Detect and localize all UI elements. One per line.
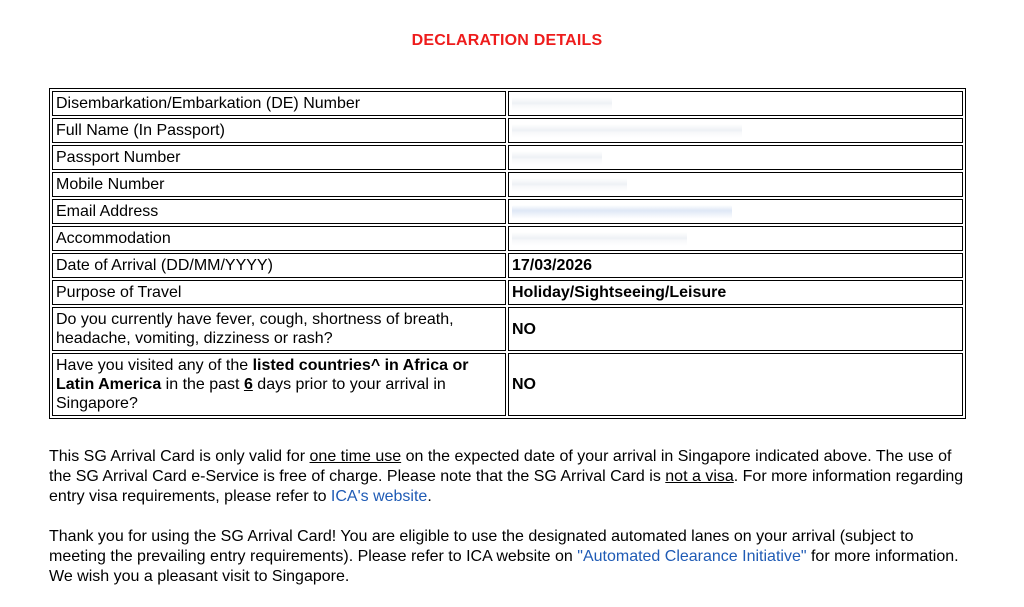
note-underline: not a visa: [665, 468, 734, 485]
table-row: [52, 353, 963, 416]
label-bold-text: listed countries^ in Africa or Latin America: [56, 357, 469, 393]
validity-note: [49, 447, 969, 507]
row-label: Date of Arrival (DD/MM/YYYY): [52, 253, 506, 278]
notes-section: [49, 447, 969, 607]
row-value: [508, 91, 963, 116]
redacted-value: [512, 232, 687, 246]
redacted-value: [512, 205, 732, 219]
row-value: [508, 199, 963, 224]
row-value: [508, 172, 963, 197]
row-label: Mobile Number: [52, 172, 506, 197]
row-label: Email Address: [52, 199, 506, 224]
row-label: Do you currently have fever, cough, shortness of breath, headache, vomiting, dizziness or rash?: [52, 307, 506, 351]
table-row: [52, 280, 963, 305]
row-label: Disembarkation/Embarkation (DE) Number: [52, 91, 506, 116]
label-text: Have you visited any of the: [56, 357, 253, 374]
note-text: This SG Arrival Card is only valid for: [49, 448, 310, 465]
redacted-value: [512, 124, 742, 138]
page-title: DECLARATION DETAILS: [411, 32, 603, 49]
table-row: [52, 118, 963, 143]
table-row: [52, 145, 963, 170]
note-text: . For more information regarding entry visa requirements, please refer to: [49, 468, 964, 505]
table-row: [52, 253, 963, 278]
travel-history-answer: NO: [508, 353, 963, 416]
symptoms-answer: NO: [508, 307, 963, 351]
declaration-table: [49, 88, 966, 419]
redacted-value: [512, 97, 612, 111]
automated-clearance-link[interactable]: "Automated Clearance Initiative": [577, 548, 807, 565]
note-text: .: [427, 488, 432, 505]
note-text: Thank you for using the SG Arrival Card! You are eligible to use the designated automated lanes on your arrival (subject to meeting the prevailing entry requirements). Please refer to ICA website on: [49, 528, 914, 565]
row-label: Passport Number: [52, 145, 506, 170]
row-value: [508, 118, 963, 143]
table-row: [52, 172, 963, 197]
redacted-value: [512, 178, 627, 192]
table-row: [52, 307, 963, 351]
thank-you-note: [49, 527, 969, 587]
purpose-value: Holiday/Sightseeing/Leisure: [508, 280, 963, 305]
ica-website-link[interactable]: ICA's website: [330, 488, 428, 505]
arrival-date-value: 17/03/2026: [508, 253, 963, 278]
row-label: Accommodation: [52, 226, 506, 251]
table-row: [52, 91, 963, 116]
row-value: [508, 226, 963, 251]
label-days: 6: [243, 376, 253, 393]
label-text: days prior to your arrival in Singapore?: [56, 376, 446, 412]
row-label: Purpose of Travel: [52, 280, 506, 305]
note-text: for more information. We wish you a pleasant visit to Singapore.: [49, 548, 959, 585]
redacted-value: [512, 151, 602, 165]
label-text: in the past: [161, 376, 244, 393]
row-value: [508, 145, 963, 170]
note-underline: one time use: [309, 448, 402, 465]
table-row: [52, 226, 963, 251]
row-label: [52, 353, 506, 416]
note-text: on the expected date of your arrival in Singapore indicated above. The use of the SG Arrival Card e-Service is free of charge. Please note that the SG Arrival Card is: [49, 448, 952, 485]
table-row: [52, 199, 963, 224]
row-label: Full Name (In Passport): [52, 118, 506, 143]
